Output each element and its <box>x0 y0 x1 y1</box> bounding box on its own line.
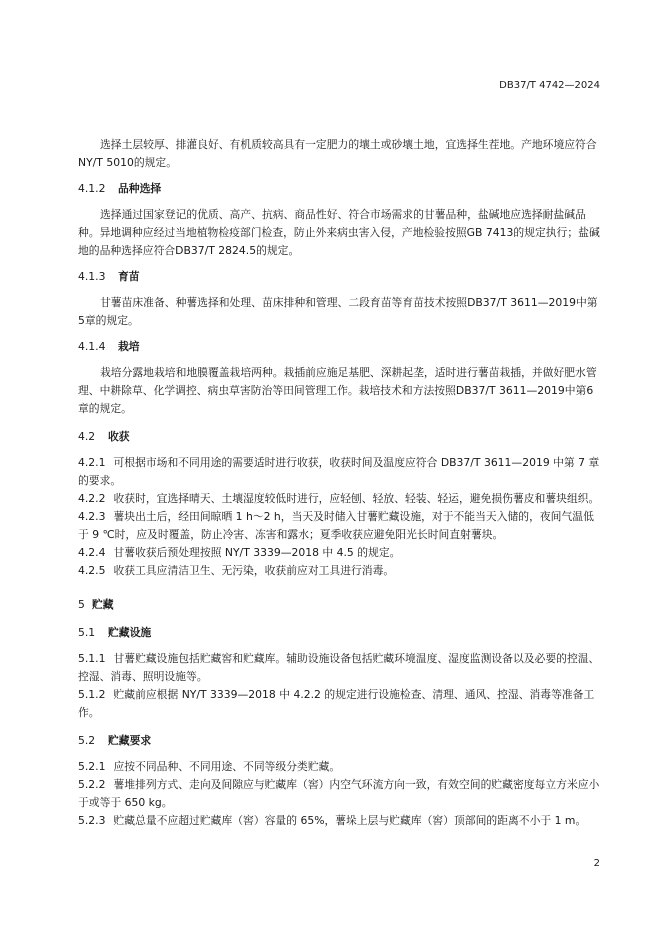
clause <box>78 508 600 544</box>
paragraph: 选择土层较厚、排灌良好、有机质较高具有一定肥力的壤土或砂壤土地，宜选择生茬地。产地环境应符合NY/T 5010的规定。 <box>78 138 597 169</box>
clause <box>78 490 600 508</box>
paragraph: 甘薯苗床准备、种薯选择和处理、苗床排种和管理、二段育苗等育苗技术按照DB37/T 3611—2019中第5章的规定。 <box>78 296 598 327</box>
section-number: 5.1 <box>78 626 96 639</box>
clause-number: 5.1.2 <box>78 688 106 701</box>
section-heading <box>78 732 600 750</box>
section-title: 育苗 <box>118 270 140 283</box>
clause <box>78 454 600 490</box>
clause-number: 5.2.3 <box>78 814 106 827</box>
section-heading <box>78 268 600 286</box>
section-heading <box>78 428 600 446</box>
section-number: 4.1.2 <box>78 182 106 195</box>
section-heading <box>78 596 600 614</box>
section-title: 贮藏要求 <box>108 734 152 747</box>
section-title: 贮藏设施 <box>108 626 152 639</box>
clause-text: 甘薯贮藏设施包括贮藏窖和贮藏库。辅助设施设备包括贮藏环境温度、湿度监测设备以及必要的控温、控湿、消毒、照明设施等。 <box>78 652 600 683</box>
paragraph: 选择通过国家登记的优质、高产、抗病、商品性好、符合市场需求的甘薯品种，盐碱地应选择耐盐碱品种。异地调种应经过当地植物检疫部门检查，防止外来病虫害入侵，产地检验按照GB 7413的规定执行；盐碱地的品种选择应符合DB37/T 2824.5的规定。 <box>78 208 600 257</box>
clause <box>78 812 600 830</box>
clause <box>78 562 600 580</box>
paragraph: 栽培分露地栽培和地膜覆盖栽培两种。栽插前应施足基肥、深耕起垄，适时进行薯苗栽插，并做好肥水管理、中耕除草、化学调控、病虫草害防治等田间管理工作。栽培技术和方法按照DB37/T 3611—2019中第6章的规定。 <box>78 366 597 415</box>
document-body <box>78 136 600 830</box>
clause-number: 4.2.3 <box>78 510 106 523</box>
clause-number: 5.1.1 <box>78 652 106 665</box>
section-heading <box>78 338 600 356</box>
clause-number: 5.2.2 <box>78 778 106 791</box>
clause-number: 4.2.1 <box>78 456 106 469</box>
clause-text: 贮藏前应根据 NY/T 3339—2018 中 4.2.2 的规定进行设施检查、清理、通风、控湿、消毒等准备工作。 <box>78 688 595 719</box>
clause-text: 可根据市场和不同用途的需要适时进行收获，收获时间及温度应符合 DB37/T 3611—2019 中第 7 章的要求。 <box>78 456 600 487</box>
section-number: 4.1.3 <box>78 270 106 283</box>
section-title: 品种选择 <box>118 182 162 195</box>
clause <box>78 758 600 776</box>
section-heading <box>78 624 600 642</box>
clause <box>78 544 600 562</box>
clause-number: 5.2.1 <box>78 760 106 773</box>
section-number: 4.2 <box>78 430 96 443</box>
standard-code: DB37/T 4742—2024 <box>499 80 600 91</box>
section-heading <box>78 180 600 198</box>
clause-number: 4.2.5 <box>78 564 106 577</box>
section-number: 5.2 <box>78 734 96 747</box>
clause-text: 收获时，宜选择晴天、土壤湿度较低时进行，应轻刨、轻放、轻装、轻运，避免损伤薯皮和薯块组织。 <box>113 492 600 505</box>
clause-text: 薯堆排列方式、走向及间隙应与贮藏库（窖）内空气环流方向一致，有效空间的贮藏密度每立方米应小于或等于 650 kg。 <box>78 778 600 809</box>
section-title: 收获 <box>108 430 130 443</box>
section-number: 5 <box>78 598 85 611</box>
clause <box>78 776 600 812</box>
section-title: 贮藏 <box>92 598 114 611</box>
section-title: 栽培 <box>118 340 140 353</box>
clause-text: 收获工具应清洁卫生、无污染，收获前应对工具进行消毒。 <box>113 564 395 577</box>
clause <box>78 650 600 686</box>
clause-number: 4.2.4 <box>78 546 106 559</box>
clause-text: 薯块出土后，经田间晾晒 1 h～2 h，当天及时储入甘薯贮藏设施，对于不能当天入储的，夜间气温低于 9 ℃时，应及时覆盖，防止冷害、冻害和露水；夏季收获应避免阳光长时间直射薯块。 <box>78 510 594 541</box>
clause-text: 贮藏总量不应超过贮藏库（窖）容量的 65%，薯垛上层与贮藏库（窖）顶部间的距离不小于 1 m。 <box>113 814 587 827</box>
clause-text: 甘薯收获后预处理按照 NY/T 3339—2018 中 4.5 的规定。 <box>113 546 401 559</box>
page-number: 2 <box>593 858 600 869</box>
section-number: 4.1.4 <box>78 340 106 353</box>
clause-text: 应按不同品种、不同用途、不同等级分类贮藏。 <box>113 760 341 773</box>
clause <box>78 686 600 722</box>
clause-number: 4.2.2 <box>78 492 106 505</box>
